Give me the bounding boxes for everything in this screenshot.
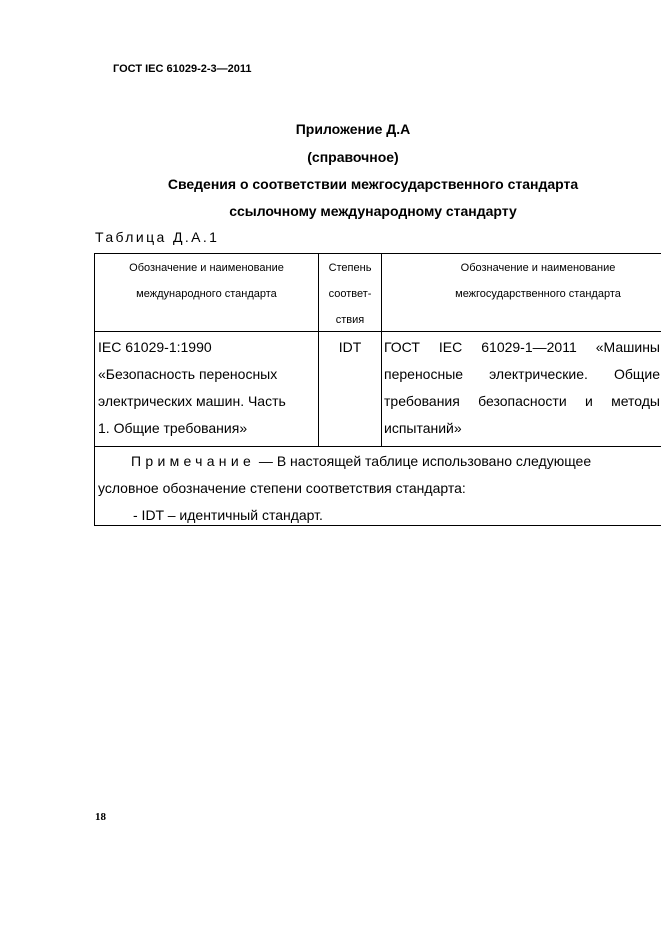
cell-international-standard — [95, 332, 319, 446]
cell-text-line: испытаний» — [384, 420, 462, 436]
page-number: 18 — [95, 811, 106, 823]
appendix-subtitle-line1: Сведения о соответствии межгосударственного стандарта — [167, 176, 579, 192]
header-text-line: межгосударственного стандарта — [455, 288, 621, 300]
document-code: ГОСТ IEC 61029-2-3—2011 — [113, 63, 252, 75]
cell-text-line: IEC 61029-1:1990 — [98, 339, 212, 355]
cell-degree — [319, 332, 382, 446]
cell-text-line: электрических машин. Часть — [98, 393, 286, 409]
note-line: - IDT – идентичный стандарт. — [133, 507, 323, 523]
table-label: Таблица Д.А.1 — [95, 229, 220, 245]
note-label: Примечание — [131, 453, 256, 469]
appendix-type: (справочное) — [307, 149, 399, 165]
table-note — [95, 447, 661, 526]
appendix-title: Приложение Д.А — [295, 121, 411, 137]
correspondence-table — [94, 253, 661, 526]
cell-interstate-standard — [382, 332, 661, 446]
cell-text-line: ГОСТ IEC 61029-1—2011 «Машины — [384, 339, 660, 355]
header-degree — [319, 254, 382, 331]
note-text: — В настоящей таблице использовано следующее — [255, 453, 592, 469]
appendix-subtitle-line2: ссылочному международному стандарту — [229, 203, 517, 219]
header-text-line: Обозначение и наименование — [129, 262, 284, 274]
note-line: условное обозначение степени соответствия стандарта: — [98, 480, 466, 496]
header-text-line: Обозначение и наименование — [460, 262, 616, 274]
table-header-row — [95, 254, 661, 332]
header-text-line: международного стандарта — [136, 288, 277, 300]
header-text-line: ствия — [335, 314, 365, 326]
cell-text-line: переносные электрические. Общие — [384, 366, 660, 382]
header-text-line: Степень — [328, 262, 372, 274]
cell-text-line: 1. Общие требования» — [98, 420, 248, 436]
cell-text-line: требования безопасности и методы — [384, 393, 660, 409]
header-text-line: соответ- — [328, 288, 372, 300]
note-line — [98, 448, 661, 475]
header-interstate-standard — [382, 254, 661, 331]
cell-text-line: «Безопасность переносных — [98, 366, 278, 382]
table-row — [95, 332, 661, 447]
header-international-standard — [95, 254, 319, 331]
cell-text-line: IDT — [338, 339, 362, 355]
